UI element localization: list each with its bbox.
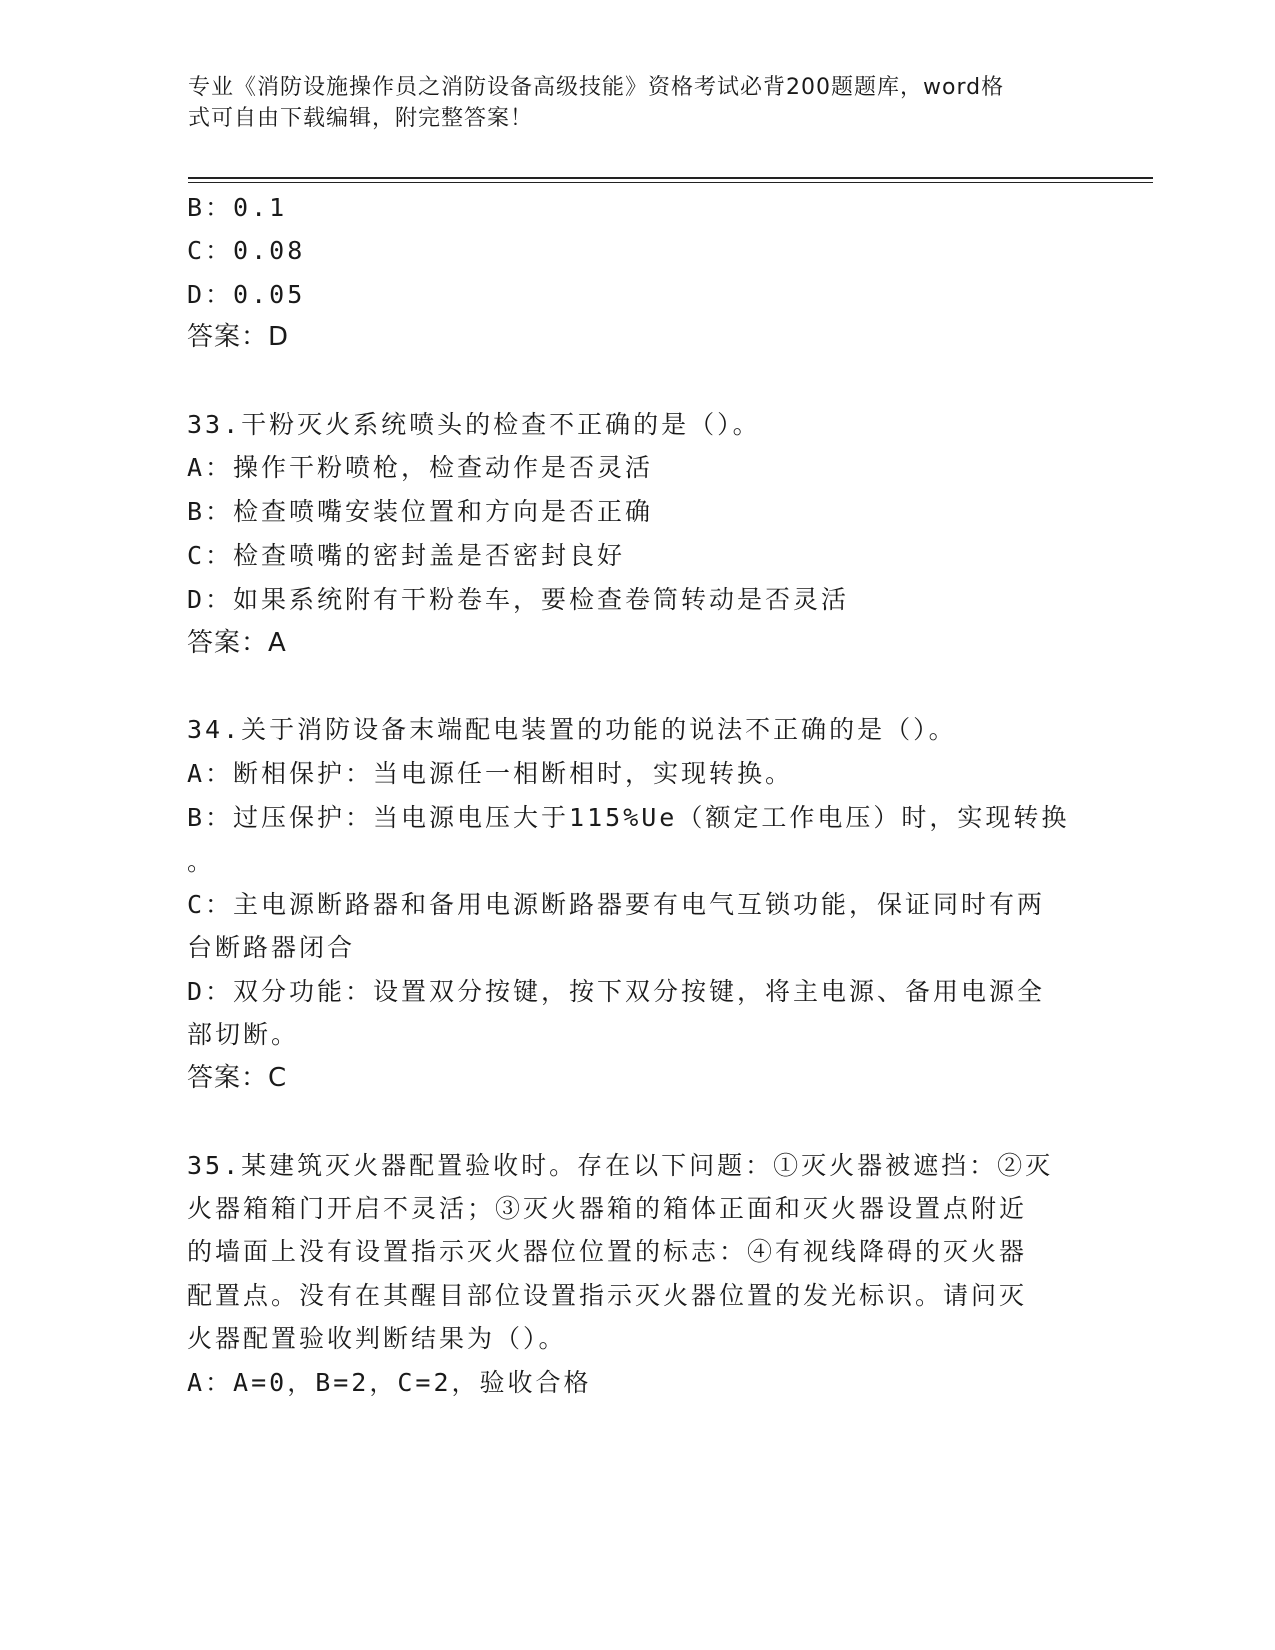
q34-option-b-line-1: B：过压保护：当电源电压大于115%Ue（额定工作电压）时，实现转换 — [187, 803, 1070, 832]
q34-option-d-line-1: D：双分功能：设置双分按键，按下双分按键，将主电源、备用电源全 — [187, 977, 1046, 1006]
q32-answer: 答案：D — [187, 322, 290, 352]
q32-option-c: C：0.08 — [187, 236, 306, 265]
header-line-2: 式可自由下载编辑，附完整答案！ — [188, 106, 534, 131]
q33-option-b: B：检查喷嘴安装位置和方向是否正确 — [187, 497, 654, 526]
q34-option-a: A：断相保护：当电源任一相断相时，实现转换。 — [187, 759, 794, 788]
document-header — [188, 72, 1088, 134]
q34-option-c-line-1: C：主电源断路器和备用电源断路器要有电气互锁功能，保证同时有两 — [187, 890, 1046, 919]
q35-question-line-1: 35.某建筑灭火器配置验收时。存在以下问题：①灭火器被遮挡：②灭 — [187, 1151, 1054, 1180]
q35-question-line-4: 配置点。没有在其醒目部位设置指示灭火器位置的发光标识。请问灭 — [187, 1281, 1028, 1310]
q33-question: 33.干粉灭火系统喷头的检查不正确的是（）。 — [187, 410, 761, 439]
q35-option-a: A：A=0，B=2，C=2，验收合格 — [187, 1368, 592, 1397]
q32-option-b: B：0.1 — [187, 193, 288, 222]
q35-question-line-5: 火器配置验收判断结果为（）。 — [187, 1324, 567, 1353]
header-rule-thin — [188, 182, 1153, 183]
q34-option-d-line-2: 部切断。 — [187, 1020, 300, 1049]
header-line-1: 专业《消防设施操作员之消防设备高级技能》资格考试必背200题题库，word格 — [188, 75, 1005, 100]
q33-option-c: C：检查喷嘴的密封盖是否密封良好 — [187, 541, 626, 570]
q35-question-line-3: 的墙面上没有设置指示灭火器位位置的标志：④有视线降碍的灭火器 — [187, 1237, 1028, 1266]
q34-question: 34.关于消防设备末端配电装置的功能的说法不正确的是（）。 — [187, 715, 957, 744]
q33-option-d: D：如果系统附有干粉卷车，要检查卷筒转动是否灵活 — [187, 585, 850, 614]
header-rule-thick — [188, 177, 1153, 179]
q34-option-c-line-2: 台断路器闭合 — [187, 933, 356, 962]
q35-question-line-2: 火器箱箱门开启不灵活；③灭火器箱的箱体正面和灭火器设置点附近 — [187, 1194, 1028, 1223]
q33-answer: 答案：A — [187, 628, 287, 658]
q34-answer: 答案：C — [187, 1063, 288, 1093]
q34-option-b-line-2: 。 — [187, 847, 216, 876]
q32-option-d: D：0.05 — [187, 280, 306, 309]
q33-option-a: A：操作干粉喷枪，检查动作是否灵活 — [187, 453, 654, 482]
